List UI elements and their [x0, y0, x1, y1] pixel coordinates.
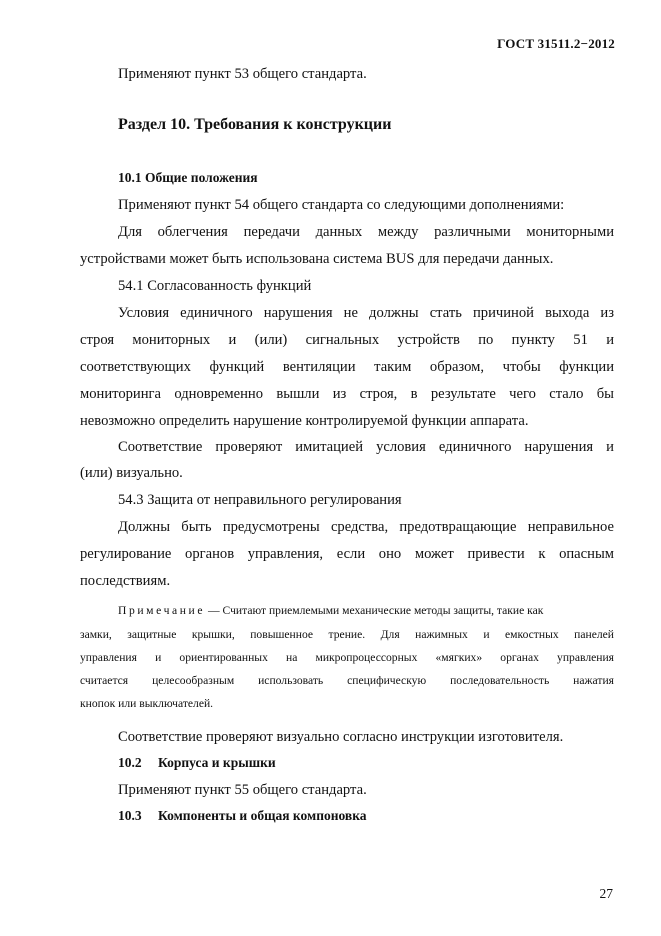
- paragraph-fault-line-5: невозможно определить нарушение контролируемой функции аппарата.: [80, 413, 529, 429]
- paragraph-10-1-intro: Применяют пункт 54 общего стандарта со следующими дополнениями:: [118, 197, 565, 213]
- paragraph-fault-line-3: соответствующих функций вентиляции таким образом, чтобы функции: [80, 359, 614, 375]
- paragraph-check-line-2: (или) визуально.: [80, 465, 183, 481]
- paragraph-protection-line-1: Должны быть предусмотрены средства, предотвращающие неправильное: [118, 519, 614, 535]
- subsection-10-3-heading: [118, 808, 367, 824]
- paragraph-fault-line-1: Условия единичного нарушения не должны стать причиной выхода из: [118, 305, 614, 321]
- note-line-2: замки, защитные крышки, повышенное трение. Для нажимных и емкостных панелей: [80, 628, 614, 641]
- note-label: Примечание: [118, 604, 206, 617]
- note-line-3: управления и ориентированных на микропроцессорных «мягких» органах управления: [80, 651, 614, 664]
- paragraph-fault-line-4: мониторинга одновременно вышли из строя, в результате чего стало бы: [80, 386, 614, 402]
- note-line-5: кнопок или выключателей.: [80, 697, 214, 710]
- paragraph-protection-line-3: последствиям.: [80, 573, 171, 589]
- clause-54-1-heading: 54.1 Согласованность функций: [118, 278, 312, 294]
- paragraph-fault-line-2: строя мониторных и (или) сигнальных устройств по пункту 51 и: [80, 332, 614, 348]
- paragraph-check-line-1: Соответствие проверяют имитацией условия единичного нарушения и: [118, 439, 614, 455]
- paragraph-10-2: Применяют пункт 55 общего стандарта.: [118, 782, 367, 798]
- paragraph-bus-line-1: Для облегчения передачи данных между различными мониторными: [118, 224, 614, 240]
- note-line-4: считается целесообразным использовать специфическую последовательность нажатия: [80, 674, 614, 687]
- paragraph-visual-check: Соответствие проверяют визуально согласно инструкции изготовителя.: [118, 729, 564, 745]
- subsection-10-2-heading: [118, 755, 276, 771]
- subsection-10-2-number: 10.2: [118, 755, 142, 770]
- note-first-line-text: Считают приемлемыми механические методы защиты, такие как: [222, 604, 544, 617]
- clause-54-3-heading: 54.3 Защита от неправильного регулирования: [118, 492, 402, 508]
- note-first-line: [118, 604, 614, 618]
- paragraph-bus-line-2: устройствами может быть использована система BUS для передачи данных.: [80, 251, 554, 267]
- subsection-10-2-title: Корпуса и крышки: [158, 755, 276, 770]
- subsection-10-3-number: 10.3: [118, 808, 142, 823]
- section-title: Раздел 10. Требования к конструкции: [118, 116, 392, 133]
- standard-designation: ГОСТ 31511.2−2012: [497, 36, 615, 51]
- page-number: 27: [599, 886, 613, 901]
- paragraph-protection-line-2: регулирование органов управления, если оно может привести к опасным: [80, 546, 614, 562]
- subsection-10-1-heading: 10.1 Общие положения: [118, 170, 258, 185]
- subsection-10-3-title: Компоненты и общая компоновка: [158, 808, 367, 823]
- intro-paragraph: Применяют пункт 53 общего стандарта.: [118, 66, 367, 82]
- note-dash: —: [205, 604, 223, 617]
